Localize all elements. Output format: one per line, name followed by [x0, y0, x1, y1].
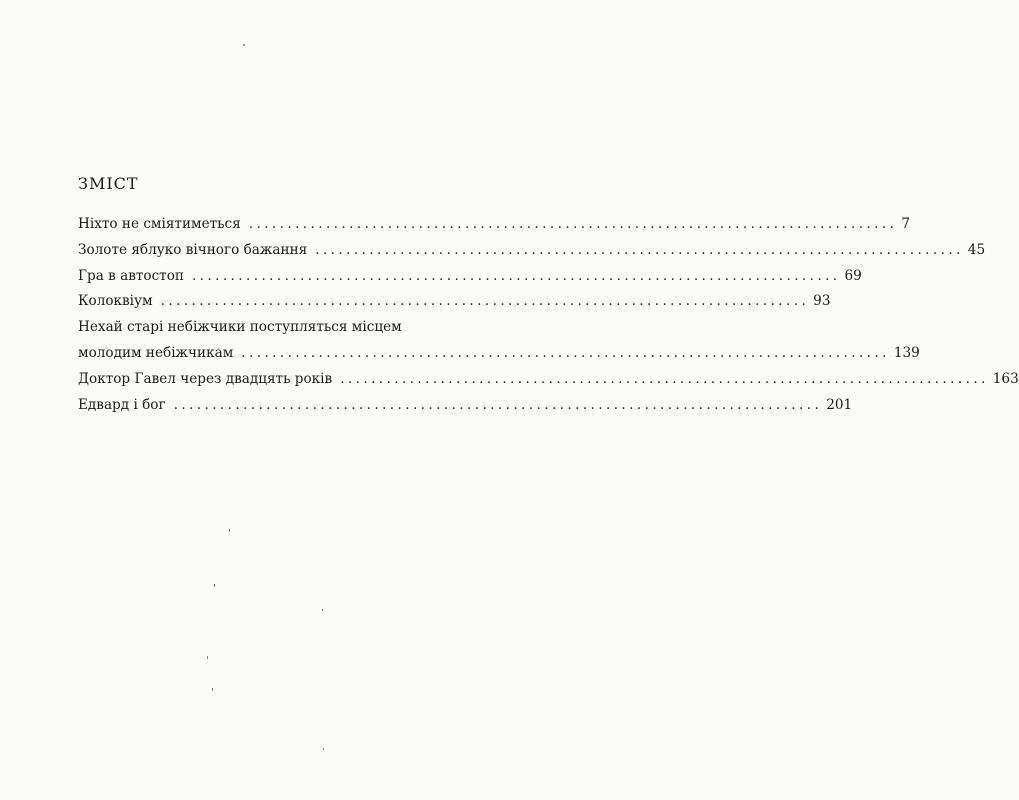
toc-entry-page: 45 — [967, 241, 986, 258]
toc-entry-title: Колоквіум — [78, 293, 153, 310]
toc-leader-dots: .................................................................................... — [241, 344, 890, 361]
toc-leader-dots: .................................................................................... — [160, 293, 810, 310]
toc-entry-page: 163 — [992, 370, 1019, 387]
toc-entry-page: 93 — [813, 293, 831, 310]
toc-entry — [78, 241, 986, 268]
scan-speck — [322, 609, 323, 611]
toc-entry — [78, 267, 862, 294]
toc-leader-dots: .................................................................................... — [191, 267, 841, 284]
toc-entry-title: Гра в автостоп — [78, 267, 184, 284]
toc-entry-page: 139 — [893, 344, 920, 361]
toc-heading: ЗМІСТ — [78, 174, 139, 193]
toc-leader-dots: .................................................................................... — [315, 241, 964, 258]
toc-entry — [78, 293, 831, 319]
toc-entry-page: 7 — [901, 216, 910, 232]
toc-entry-title: Едвард і бог — [78, 396, 166, 413]
scan-speck — [214, 584, 215, 587]
toc-entry-page: 201 — [826, 396, 853, 413]
toc-entry — [78, 370, 1019, 397]
scan-speck — [229, 529, 230, 532]
table-of-contents — [78, 216, 1019, 422]
toc-entry-first-line — [78, 319, 431, 345]
toc-leader-dots: .................................................................................... — [340, 370, 989, 387]
toc-entry-page: 69 — [844, 267, 862, 284]
toc-leader-dots: .................................................................................... — [248, 216, 898, 232]
toc-entry-title: Золоте яблуко вічного бажання — [78, 241, 308, 258]
toc-entry — [78, 396, 853, 423]
scan-speck — [323, 748, 324, 750]
toc-entry — [78, 216, 910, 242]
toc-entry-title: молодим небіжчикам — [78, 344, 234, 361]
toc-leader-dots: .................................................................................... — [173, 396, 823, 413]
toc-entry-title: Ніхто не сміятиметься — [78, 216, 241, 232]
scan-speck — [207, 656, 208, 659]
scan-speck — [243, 44, 245, 46]
toc-entry-title: Доктор Гавел через двадцять років — [78, 370, 333, 387]
toc-entry — [78, 344, 920, 371]
toc-entry-title-line1: Нехай старі небіжчики поступляться місцем — [78, 319, 402, 336]
scan-speck — [212, 688, 213, 691]
